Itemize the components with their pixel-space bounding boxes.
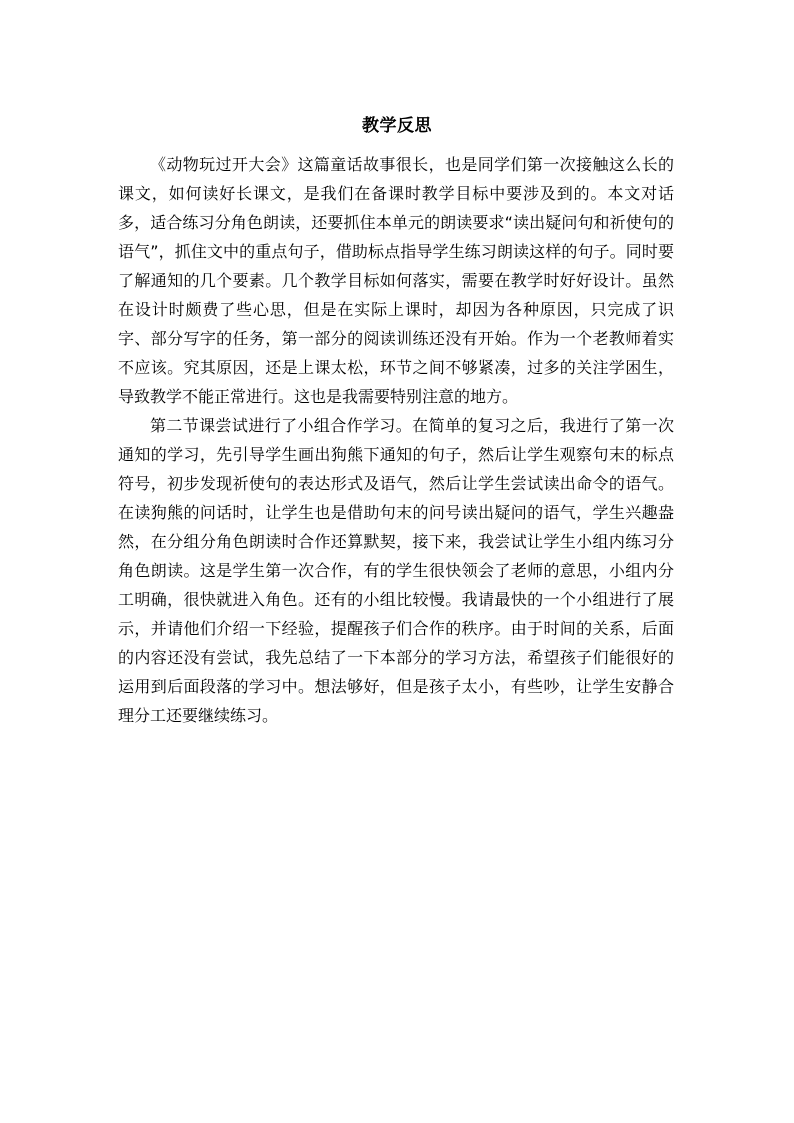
document-body bbox=[118, 150, 674, 730]
paragraph-2: 第二节课尝试进行了小组合作学习。在简单的复习之后，我进行了第一次通知的学习，先引导学生画出狗熊下通知的句子，然后让学生观察句末的标点符号，初步发现祈使句的表达形式及语气，然后让学生尝试读出命令的语气。在读狗熊的问话时，让学生也是借助句末的问号读出疑问的语气，学生兴趣盎然，在分组分角色朗读时合作还算默契，接下来，我尝试让学生小组内练习分角色朗读。这是学生第一次合作，有的学生很快领会了老师的意思，小组内分工明确，很快就进入角色。还有的小组比较慢。我请最快的一个小组进行了展示，并请他们介绍一下经验，提醒孩子们合作的秩序。由于时间的关系，后面的内容还没有尝试，我先总结了一下本部分的学习方法，希望孩子们能很好的运用到后面段落的学习中。想法够好，但是孩子太小，有些吵，让学生安静合理分工还要继续练习。 bbox=[118, 416, 674, 725]
paragraph-1: 《动物玩过开大会》这篇童话故事很长，也是同学们第一次接触这么长的课文，如何读好长课文，是我们在备课时教学目标中要涉及到的。本文对话多，适合练习分角色朗读，还要抓住本单元的朗读要求“读出疑问句和祈使句的语气”，抓住文中的重点句子，借助标点指导学生练习朗读这样的句子。同时要了解通知的几个要素。几个教学目标如何落实，需要在教学时好好设计。虽然在设计时颇费了些心思，但是在实际上课时，却因为各种原因，只完成了识字、部分写字的任务，第一部分的阅读训练还没有开始。作为一个老教师着实不应该。究其原因，还是上课太松，环节之间不够紧凑，过多的关注学困生，导致教学不能正常进行。这也是我需要特别注意的地方。 bbox=[118, 155, 674, 406]
document-title: 教学反思 bbox=[362, 116, 432, 136]
